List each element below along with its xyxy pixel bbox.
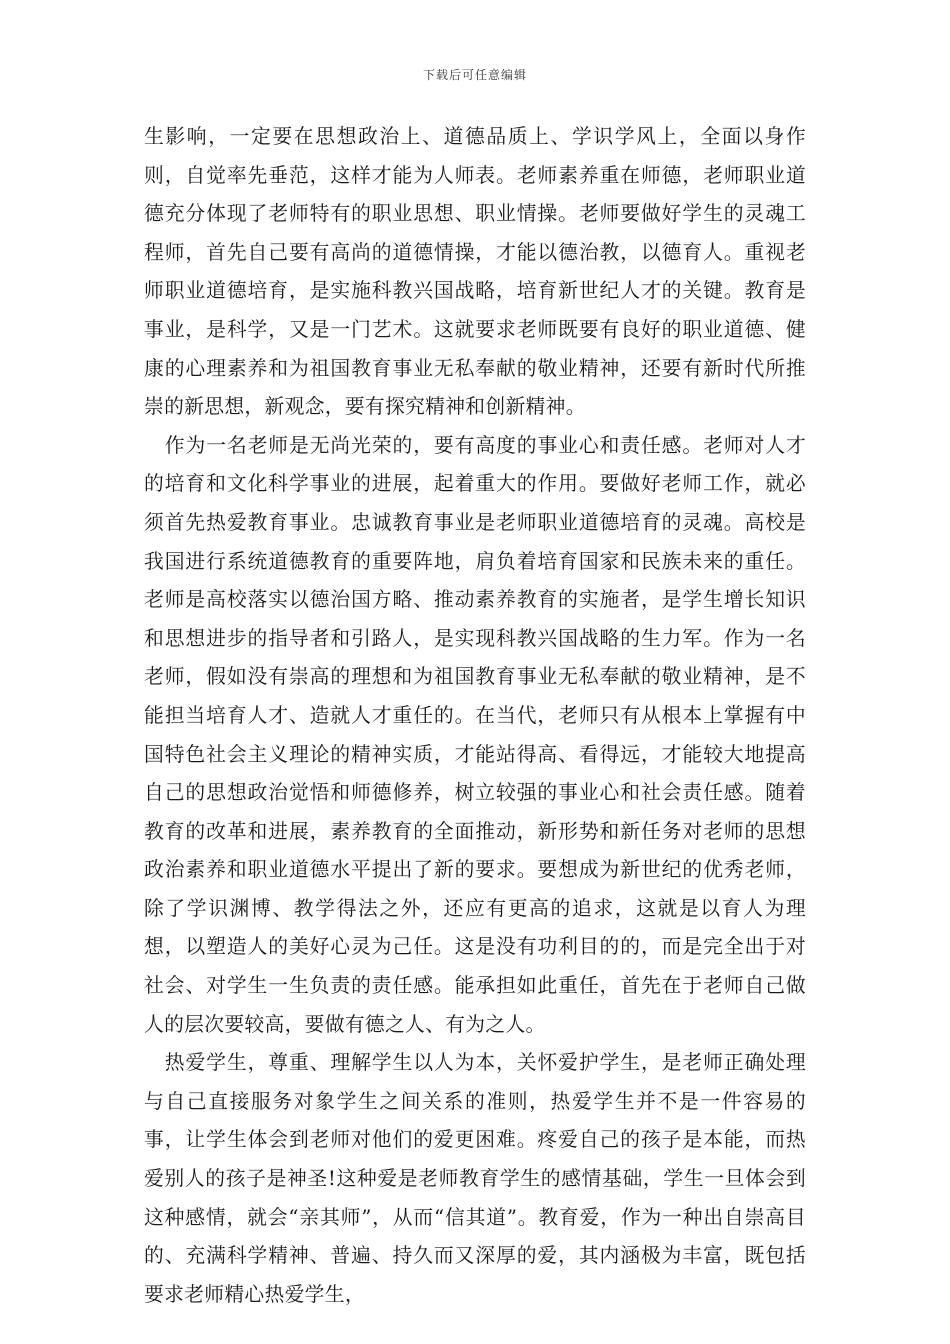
paragraph-2: 作为一名老师是无尚光荣的，要有高度的事业心和责任感。老师对人才的培育和文化科学事业的进展，起着重大的作用。要做好老师工作，就必须首先热爱教育事业。忠诚教育事业是老师职业道德培育的灵魂。高校是我国进行系统道德教育的重要阵地，肩负着培育国家和民族未来的重任。老师是高校落实以德治国方略、推动素养教育的实施者，是学生增长知识和思想进步的指导者和引路人，是实现科教兴国战略的生力军。作为一名老师，假如没有崇高的理想和为祖国教育事业无私奉献的敬业精神，是不能担当培育人才、造就人才重任的。在当代，老师只有从根本上掌握有中国特色社会主义理论的精神实质，才能站得高、看得远，才能较大地提高自己的思想政治觉悟和师德修养，树立较强的事业心和社会责任感。随着教育的改革和进展，素养教育的全面推动，新形势和新任务对老师的思想政治素养和职业道德水平提出了新的要求。要想成为新世纪的优秀老师，除了学识渊博、教学得法之外，还应有更高的追求，这就是以育人为理想，以塑造人的美好心灵为己任。这是没有功利目的的，而是完全出于对社会、对学生一生负责的责任感。能承担如此重任，首先在于老师自己做人的层次要较高，要做有德之人、有为之人。 xyxy=(144,433,806,1036)
page-header-note: 下载后可任意编辑 xyxy=(422,68,527,82)
document-body xyxy=(144,118,806,1314)
paragraph-3: 热爱学生，尊重、理解学生以人为本，关怀爱护学生，是老师正确处理与自己直接服务对象学生之间关系的准则，热爱学生并不是一件容易的事，让学生体会到老师对他们的爱更困难。疼爱自己的孩子是本能，而热爱别人的孩子是神圣!这种爱是老师教育学生的感情基础，学生一旦体会到这种感情，就会“亲其师”，从而“信其道”。教育爱，作为一种出自崇高目的、充满科学精神、普遍、持久而又深厚的爱，其内涵极为丰富，既包括要求老师精心热爱学生， xyxy=(144,1051,806,1306)
paragraph-1: 生影响，一定要在思想政治上、道德品质上、学识学风上，全面以身作则，自觉率先垂范，这样才能为人师表。老师素养重在师德，老师职业道德充分体现了老师特有的职业思想、职业情操。老师要做好学生的灵魂工程师，首先自己要有高尚的道德情操，才能以德治教，以德育人。重视老师职业道德培育，是实施科教兴国战略，培育新世纪人才的关键。教育是事业，是科学，又是一门艺术。这就要求老师既要有良好的职业道德、健康的心理素养和为祖国教育事业无私奉献的敬业精神，还要有新时代所推崇的新思想，新观念，要有探究精神和创新精神。 xyxy=(144,125,806,419)
